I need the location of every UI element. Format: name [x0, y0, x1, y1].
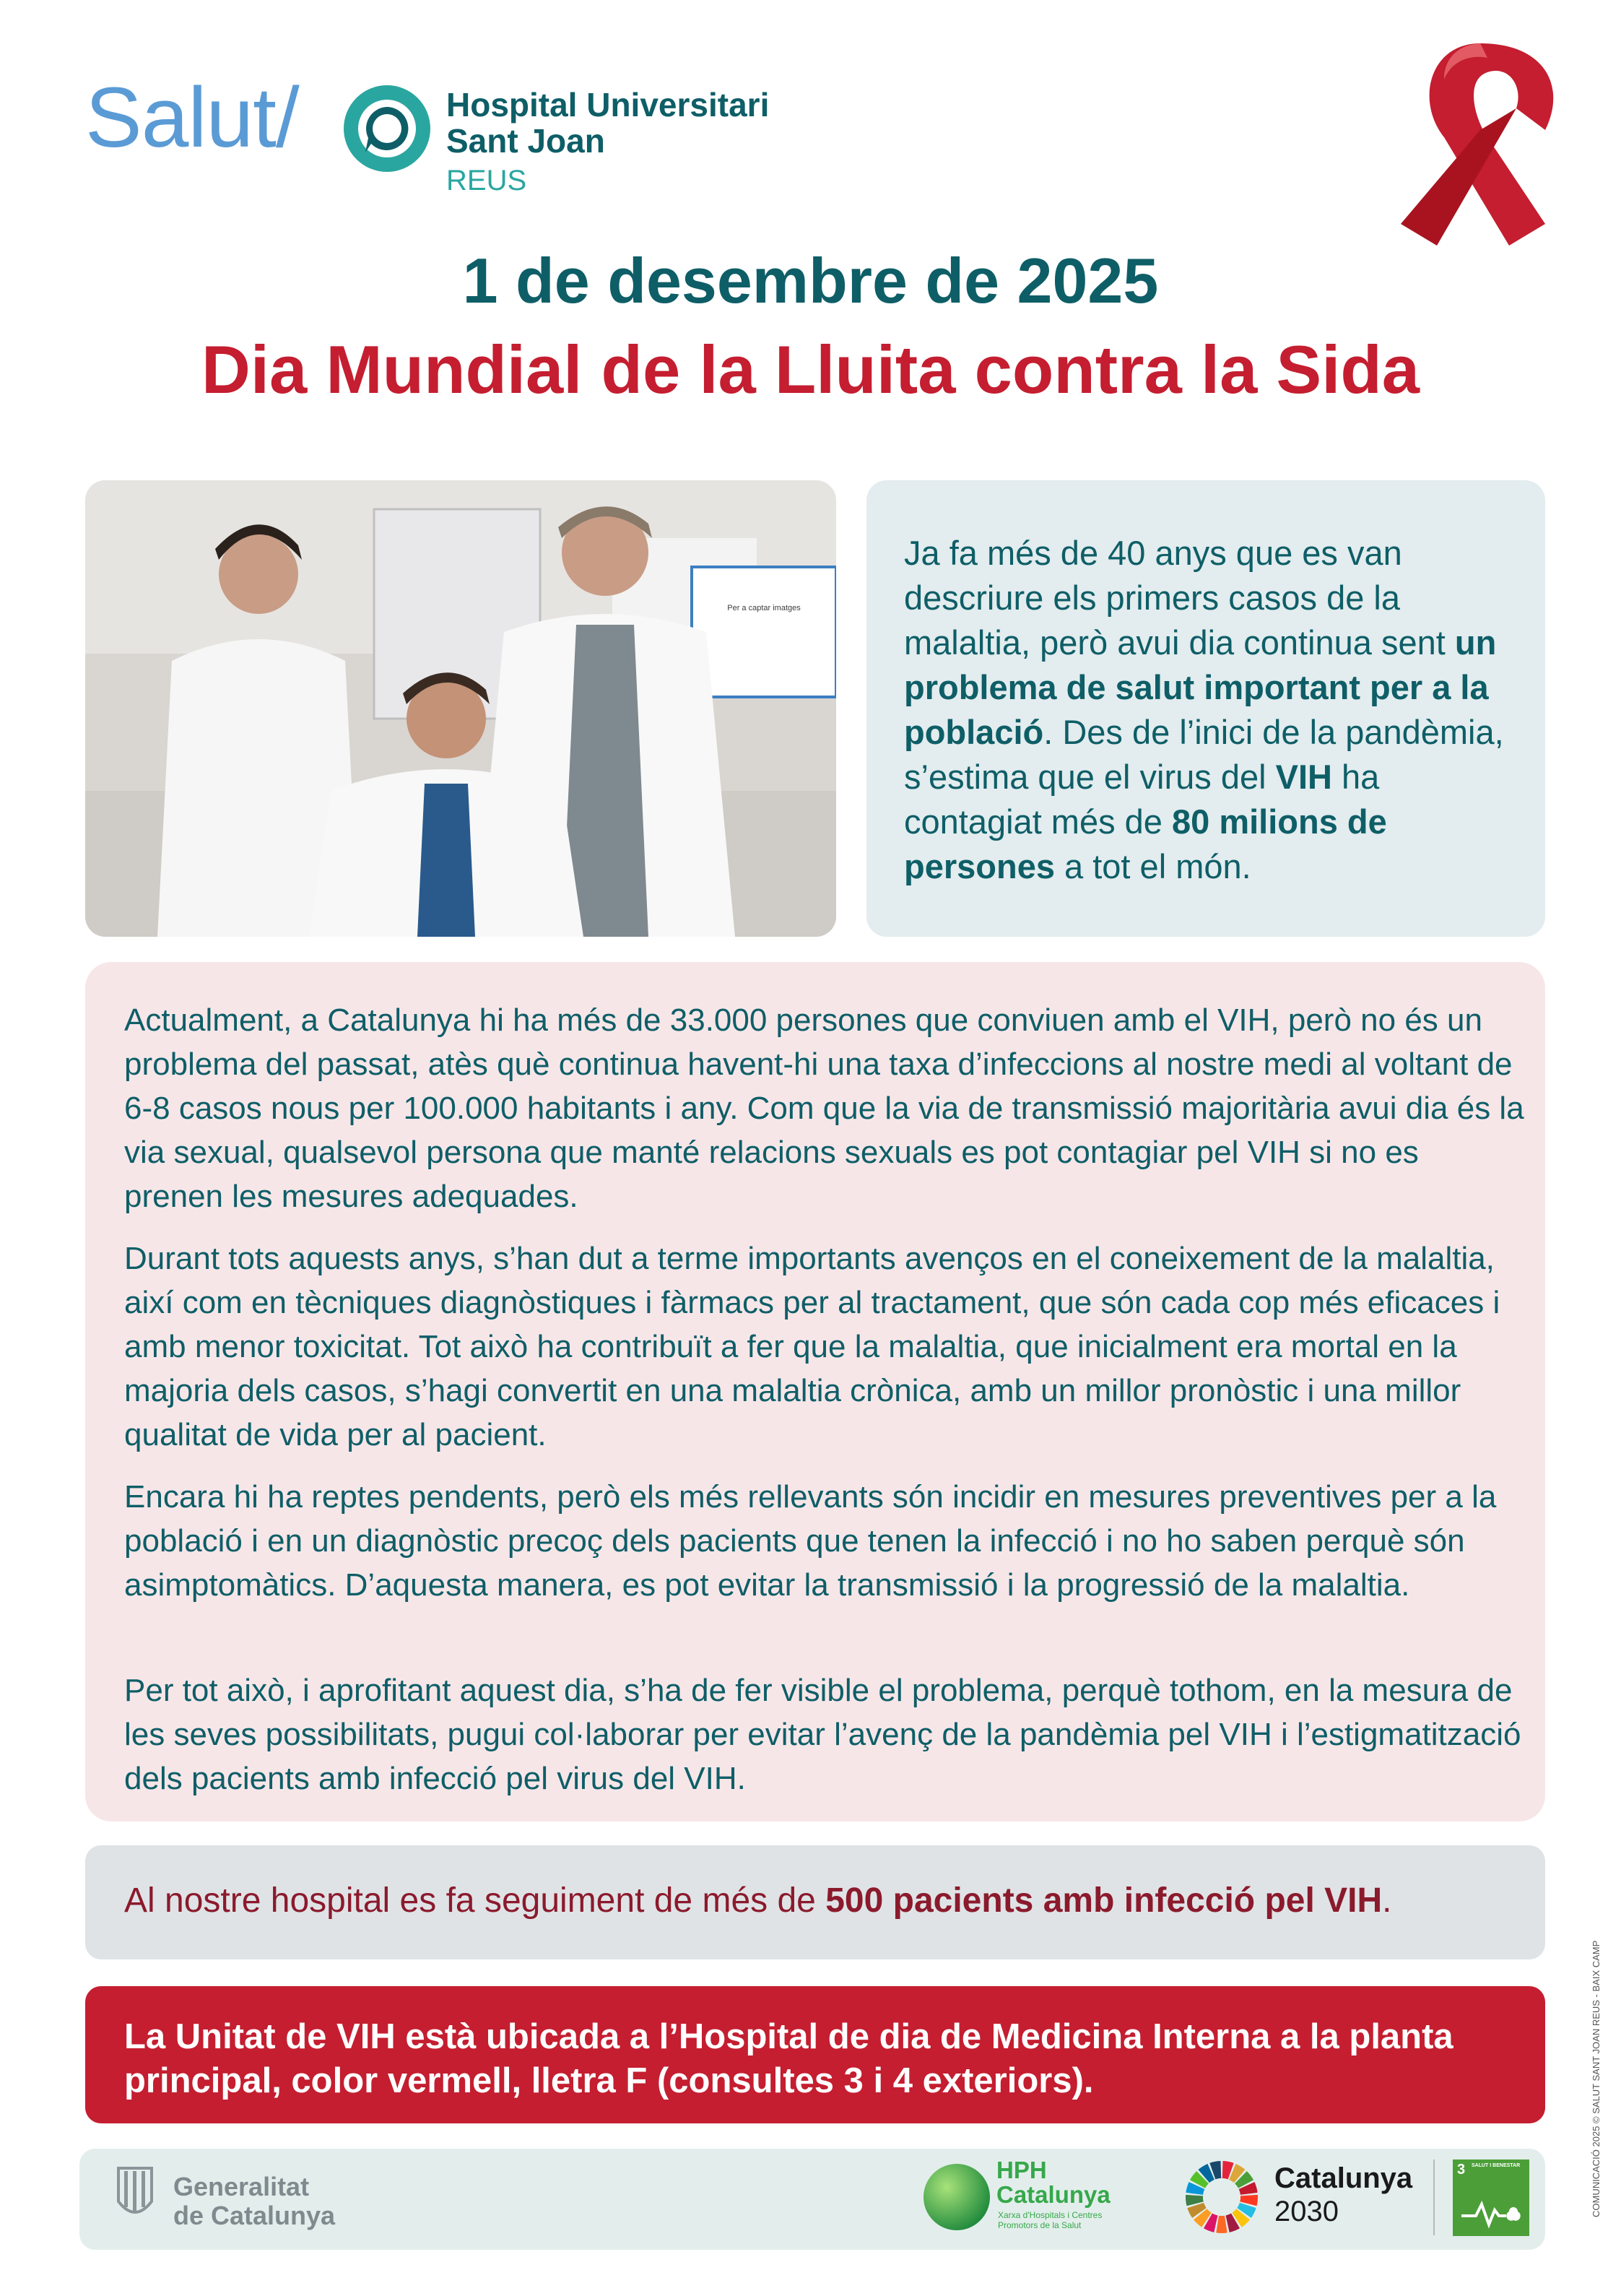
body-paragraph-1: Actualment, a Catalunya hi ha més de 33.000 persones que conviuen amb el VIH, però no és un problema del passat, atès què continua havent-hi una taxa d’infeccions al nostre medi al voltant de 6-8 casos nous per 100.000 habitants i any. Com que la via de transmissió majoritària avui dia és la via sexual, qualsevol persona que manté relacions sexuals es pot contagiar pel VIH si no es prenen les mesures adequades.	[124, 1002, 1524, 1214]
intro-text-3: ha contagiat més de	[904, 758, 1380, 841]
hospital-logo-icon	[339, 81, 435, 176]
sdg-goal-label: SALUT I BENESTAR	[1472, 2163, 1521, 2168]
side-credit: COMUNICACIÓ 2025 © SALUT SANT JOAN REUS - BAIX CAMP	[1591, 1940, 1602, 2217]
catalunya-2030-title: Catalunya	[1274, 2162, 1413, 2194]
intro-paragraph	[904, 531, 1525, 889]
body-paragraph-2: Durant tots aquests anys, s’han dut a terme importants avenços en el coneixement de la malaltia, així com en tècniques diagnòstiques i fàrmacs per al tractament, que són cada cop més eficaces i amb menor toxicitat. Tot això ha contribuït a fer que la malaltia, que inicialment era mortal en la majoria dels casos, s’hagi convertit en una malaltia crònica, amb un millor pronòstic i una millor qualitat de vida per al pacient.	[124, 1241, 1500, 1452]
hospital-name-line2: Sant Joan	[446, 122, 605, 160]
staff-photo	[85, 480, 836, 937]
sdg-wheel-segment	[1216, 2216, 1227, 2233]
highlight-text	[124, 1881, 1392, 1920]
date-title: 1 de desembre de 2025	[462, 245, 1159, 316]
intro-bold-3: 80 milions de persones	[904, 802, 1387, 885]
hph-sub-line1: Xarxa d'Hospitals i Centres	[998, 2210, 1103, 2220]
generalitat-logo-text	[173, 2172, 335, 2230]
hph-title-line1: HPH	[996, 2157, 1047, 2183]
hph-logo-title	[996, 2158, 1111, 2207]
hph-logo-subtitle	[998, 2210, 1142, 2230]
sdg-goal-number: 3	[1457, 2162, 1466, 2178]
intro-bold-2: VIH	[1275, 758, 1332, 796]
photo-sign-text: Per a captar imatges	[727, 604, 801, 612]
intro-text-4: a tot el món.	[1054, 847, 1251, 885]
highlight-prefix: Al nostre hospital es fa seguiment de més de	[124, 1881, 826, 1920]
body-paragraph-3: Encara hi ha reptes pendents, però els més rellevants són incidir en mesures preventives per a la població i en un diagnòstic precoç dels pacients que tenen la infecció i no ho saben perquè són asimptomàtics. D’aquesta manera, es pot evitar la transmissió i la progressió de la malaltia.	[124, 1479, 1497, 1603]
hph-sub-line2: Promotors de la Salut	[998, 2220, 1082, 2230]
highlight-bold: 500 pacients amb infecció pel VIH	[825, 1881, 1383, 1920]
intro-text-2: . Des de l’inici de la pandèmia, s’estima que el virus del	[904, 713, 1504, 796]
main-title: Dia Mundial de la Lluita contra la Sida	[201, 332, 1420, 407]
salut-logo: Salut/	[85, 70, 299, 165]
hospital-name	[446, 88, 769, 160]
highlight-suffix: .	[1382, 1881, 1392, 1920]
sdg-wheel-icon	[1184, 2159, 1259, 2235]
generalitat-line2: de Catalunya	[173, 2201, 336, 2230]
body-paragraph-4: Per tot això, i aprofitant aquest dia, s’ha de fer visible el problema, perquè tothom, en la mesura de les seves possibilitats, pugui col·laborar per evitar l’avenç de la pandèmia pel VIH i l’estigmatització dels pacients amb infecció pel virus del VIH.	[124, 1673, 1521, 1796]
generalitat-line1: Generalitat	[173, 2172, 310, 2201]
footer-divider	[1433, 2159, 1435, 2235]
hph-globe-icon	[921, 2161, 993, 2233]
location-text: La Unitat de VIH està ubicada a l’Hospital de dia de Medicina Interna a la planta principal, color vermell, lletra F (consultes 3 i 4 exteriors).	[124, 2017, 1453, 2100]
heartbeat-icon	[1459, 2196, 1524, 2230]
intro-bold-1: un problema de salut important per a la població	[904, 623, 1497, 751]
intro-text-1: Ja fa més de 40 anys que es van descriure els primers casos de la malaltia, però avui dia continua sent	[904, 534, 1455, 662]
catalunya-2030-year: 2030	[1274, 2196, 1339, 2227]
hph-title-line2: Catalunya	[996, 2181, 1111, 2208]
red-ribbon-icon	[1401, 29, 1574, 267]
generalitat-emblem-icon	[116, 2165, 155, 2223]
hospital-name-line1: Hospital Universitari	[446, 86, 770, 124]
hospital-city: REUS	[446, 165, 527, 196]
